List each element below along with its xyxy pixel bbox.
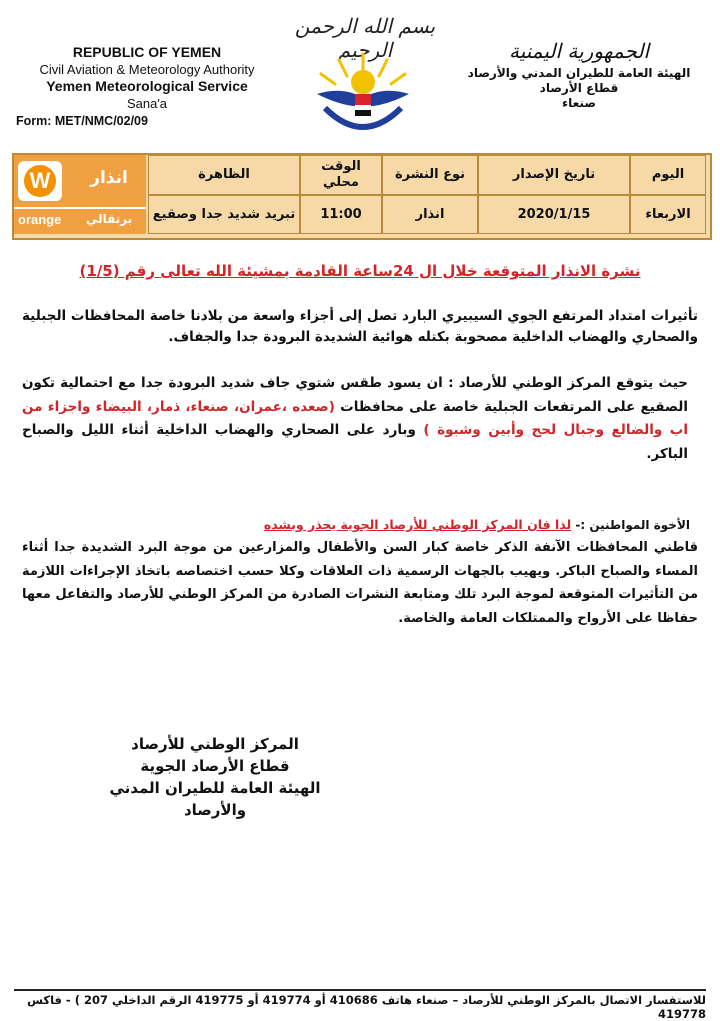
- signature-block: [100, 733, 330, 821]
- advice-greeting: الأخوة المواطنين :-: [575, 518, 690, 532]
- forecast-text-start: حيث يتوقع المركز الوطني للأرصاد : ان يسود طقس شتوي جاف شديد البرودة جدا مع احتمالية تكون الصقيع على المرتفعات الجبلية خاصة على محافظات: [22, 375, 688, 415]
- republic-en: REPUBLIC OF YEMEN: [72, 44, 222, 60]
- header-time: الوقت محلي: [300, 155, 382, 195]
- footer-contact: للاستفسار الاتصال بالمركز الوطني للأرصاد – صنعاء هاتف 410686 أو 419774 أو 419775 الرقم الداخلي 207 ) - فاكس 419778: [27, 993, 706, 1021]
- paragraph-synoptic: تأثيرات امتداد المرتفع الجوي السيبيري البارد تصل إلى أجزاء واسعة من بلادنا خاصة المحافظات الجبلية والصحاري والهضاب الداخلية مصحوبة بكتله هوائية الشديدة البرودة جدا والجفاف.: [22, 308, 698, 345]
- signature-line-1: المركز الوطني للأرصاد: [131, 735, 299, 753]
- city-ar: صنعاء: [562, 96, 596, 110]
- value-bulletin-type: انذار: [382, 195, 478, 234]
- value-phenomenon: تبريد شديد جدا وصقيع: [148, 195, 300, 234]
- warning-label-ar: انذار: [90, 168, 128, 188]
- signature-line-3: الهيئة العامة للطيران المدني والأرصاد: [109, 779, 321, 819]
- yemen-eagle-logo: [303, 50, 423, 140]
- warning-color-en: orange: [18, 212, 62, 227]
- signature-line-2: قطاع الأرصاد الجوية: [140, 757, 290, 775]
- warning-badge: [18, 161, 62, 201]
- value-time: 11:00: [300, 195, 382, 234]
- forecast-text-end: وبارد على الصحاري والهضاب الداخلية أثناء الليل والصباح الباكر.: [22, 422, 688, 462]
- sector-ar: قطاع الأرصاد: [539, 81, 619, 95]
- authority-ar: الهيئة العامة للطيران المدني والأرصاد: [467, 66, 691, 80]
- republic-ar: الجمهورية اليمنية: [508, 39, 650, 63]
- city-en: Sana'a: [126, 96, 168, 111]
- value-issue-date: 2020/1/15: [478, 195, 630, 234]
- value-day: الاربعاء: [630, 195, 706, 234]
- authority-en: Civil Aviation & Meteorology Authority: [39, 62, 255, 77]
- warning-color-ar: برتقالي: [86, 212, 133, 226]
- header-bulletin-type: نوع النشرة: [382, 155, 478, 195]
- header-phenomenon: الظاهرة: [148, 155, 300, 195]
- advice-warning: لذا فان المركز الوطني للأرصاد الجوية يحذر وبشده: [263, 517, 572, 532]
- service-en: Yemen Meteorological Service: [46, 78, 248, 94]
- footer-divider: [14, 989, 706, 991]
- english-letterhead: [16, 44, 278, 112]
- forecast-regions: (صعده ،عمران، صنعاء، ذمار، البيضاء واجزاء من اب والضالع وجبال لحج وأبين وشبوة ): [22, 398, 688, 438]
- basmala: بسم الله الرحمن الرحيم: [294, 14, 436, 62]
- advice-lead: [22, 517, 690, 532]
- header-issue-date: تاريخ الإصدار: [478, 155, 630, 195]
- advice-body: قاطني المحافظات الآنفة الذكر خاصة كبار السن والأطفال والمزارعين من موجة البرد الشديدة جدا أثناء المساء والصباح الباكر. ويهيب بالجهات الرسمية ذات العلاقات وكلا حسب اختصاصه باتخاذ الإجراءات اللازمة من التأثيرات المتوقعة لموجة البرد تلك ومتابعة النشرات الصادرة من المركز الوطني للأرصاد والتفاعل معها حفاظا على الأرواح والممتلكات العامة والخاصة.: [22, 540, 698, 626]
- header-day: اليوم: [630, 155, 706, 195]
- bulletin-title: نشرة الانذار المتوقعة خلال ال 24ساعة القادمة بمشيئة الله تعالى رقم (1/5): [79, 262, 641, 280]
- warning-letter: W: [24, 165, 56, 197]
- arabic-letterhead: [464, 36, 694, 111]
- form-number: Form: MET/NMC/02/09: [16, 114, 148, 128]
- paragraph-forecast: [22, 372, 688, 466]
